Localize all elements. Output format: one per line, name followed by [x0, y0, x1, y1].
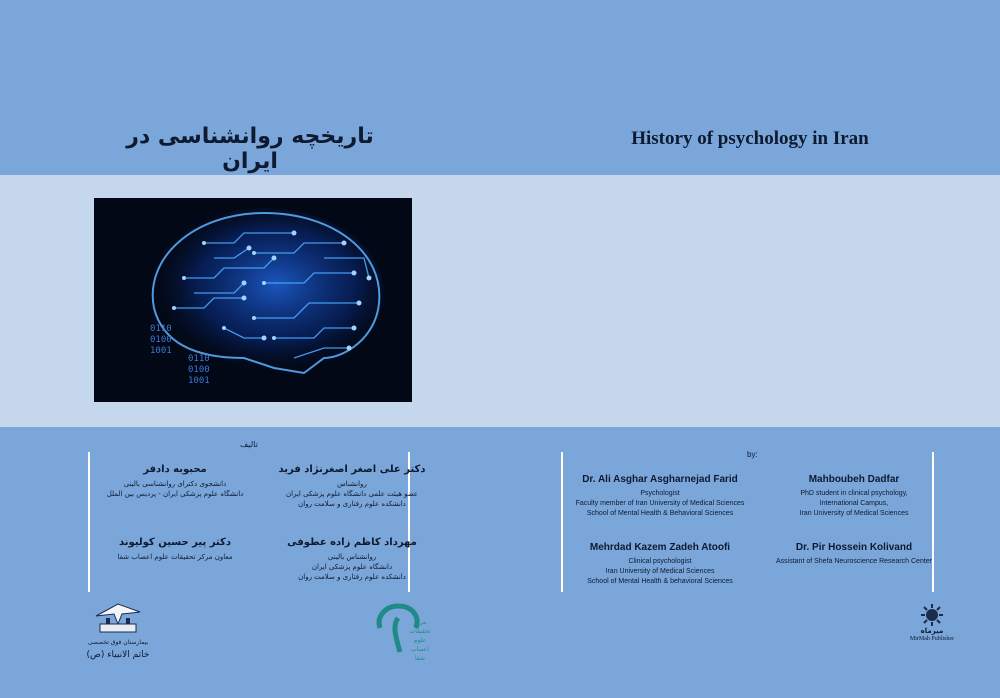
author-affiliation: PhD student in clinical psychology,: [800, 490, 908, 497]
binary-line: 0110: [150, 324, 172, 334]
author-affiliation: Faculty member of Iran University of Medical Sciences: [575, 500, 745, 507]
author-affiliation: عضو هیئت علمی دانشگاه علوم پزشکی ایران: [286, 490, 418, 498]
author-affiliation: دانشکده علوم رفتاری و سلامت روان: [298, 573, 406, 581]
binary-line: 1001: [188, 376, 210, 386]
binary-line: 0110: [188, 354, 210, 364]
hospital-title: خاتم الانبیاء (ص): [86, 650, 150, 660]
author-name: Dr. Ali Asghar Asgharnejad Farid: [582, 474, 738, 485]
binary-line: 1001: [150, 346, 172, 356]
divider-right-inner: [561, 452, 563, 592]
shefa-center-text: مرکز تحقیقات علوم اعصاب شفا: [409, 619, 431, 662]
author-affiliation: روانشناس بالینی: [327, 553, 377, 561]
author-name: محبوبه دادفر: [143, 464, 207, 475]
author-en-1: [565, 474, 755, 519]
author-affiliation: Iran University of Medical Sciences: [605, 568, 715, 575]
brain-circuit-graphic: [94, 198, 412, 402]
author-affiliation: School of Mental Health & Behavioral Sciences: [586, 510, 734, 517]
by-label-persian: تالیف: [240, 440, 258, 449]
author-name: دکتر علی اصغر اصغرنژاد فرید: [278, 464, 426, 475]
author-affiliation: دانشکده علوم رفتاری و سلامت روان: [298, 500, 406, 508]
author-affiliation: دانشگاه علوم پزشکی ایران - پردیس بین الملل: [106, 490, 244, 498]
author-name: Dr. Pir Hossein Kolivand: [795, 542, 913, 553]
author-fa-2: [90, 464, 260, 499]
author-en-2: [770, 474, 938, 519]
author-affiliation: Assistant of Shefa Neuroscience Research Center: [775, 558, 933, 565]
author-en-4: [770, 542, 938, 567]
hospital-logo-icon: [92, 598, 144, 636]
author-affiliation: International Campus,: [819, 500, 889, 507]
author-fa-4: [90, 537, 260, 562]
author-fa-3: [262, 537, 442, 582]
binary-line: 0100: [150, 335, 172, 345]
by-label-english: by:: [747, 450, 758, 459]
author-affiliation: دانشجوی دکترای روانشناسی بالینی: [123, 480, 227, 488]
title-persian: تاریخچه روانشناسی در ایران: [126, 124, 374, 174]
author-affiliation: Clinical psychologist: [628, 558, 692, 565]
author-affiliation: معاون مرکز تحقیقات علوم اعصاب شفا: [117, 553, 233, 561]
publisher-name-fa: میرماه: [920, 627, 944, 635]
author-name: Mahboubeh Dadfar: [808, 474, 900, 485]
author-en-3: [565, 542, 755, 587]
author-affiliation: روانشناس: [337, 480, 367, 488]
binary-line: 0100: [188, 365, 210, 375]
author-fa-1: [262, 464, 442, 509]
title-english: History of psychology in Iran: [631, 128, 869, 149]
author-name: دکتر پیر حسین کولیوند: [119, 537, 231, 548]
publisher-name-en: MirMah Publisher: [909, 636, 955, 642]
hospital-name: بیمارستان فوق تخصصی: [87, 639, 149, 646]
author-affiliation: Psychologist: [640, 490, 680, 497]
author-name: مهرداد کاظم زاده عطوفی: [287, 537, 417, 548]
publisher-logo-icon: [920, 603, 944, 627]
author-affiliation: دانشگاه علوم پزشکی ایران: [311, 563, 393, 571]
divider-right-outer: [932, 452, 934, 592]
author-name: Mehrdad Kazem Zadeh Atoofi: [589, 542, 731, 553]
author-affiliation: School of Mental Health & behavioral Sciences: [587, 578, 733, 585]
author-affiliation: Iran University of Medical Sciences: [799, 510, 909, 517]
brain-circuit-image: [94, 198, 412, 402]
